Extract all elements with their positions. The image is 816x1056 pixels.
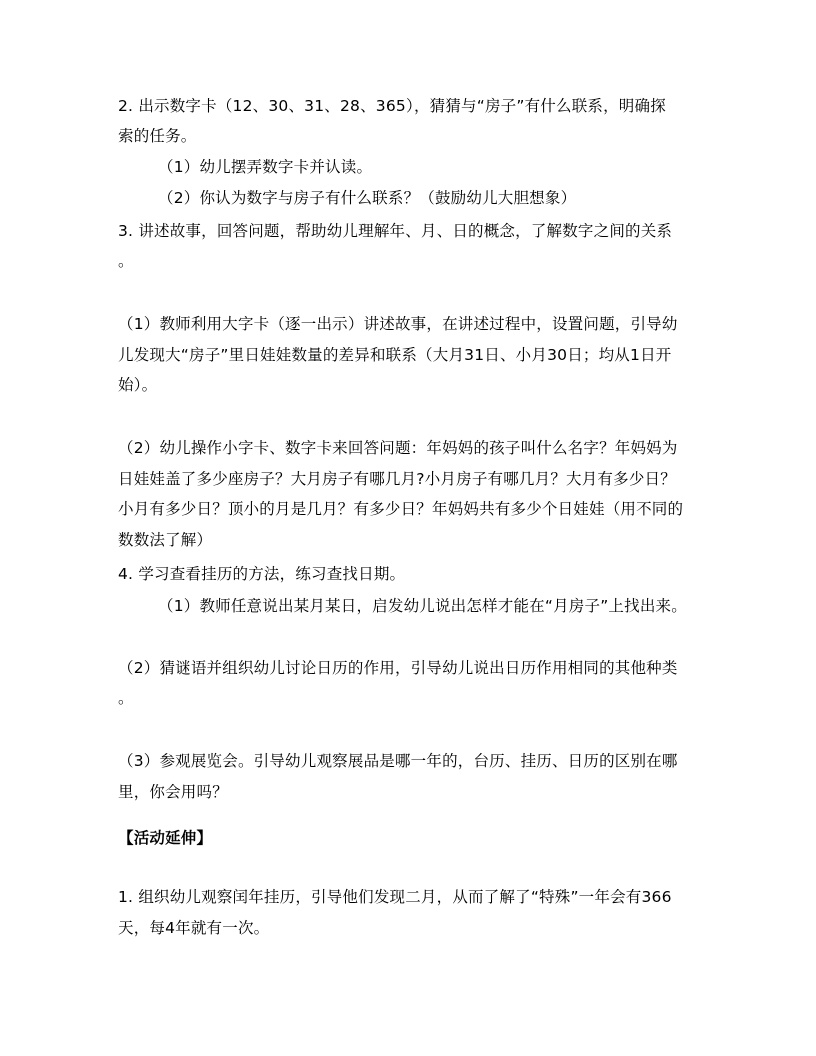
step-4-item-3-line-2: 里，你会用吗？ (118, 783, 228, 801)
step-4-item-2-line-2: 。 (118, 689, 134, 707)
step-3-line-2: 。 (118, 252, 134, 270)
extension-item-1-line-2: 天，每4年就有一次。 (118, 919, 270, 937)
step-4-item-3-line-1: （3）参观展览会。引导幼儿观察展品是哪一年的，台历、挂历、日历的区别在哪 (118, 752, 678, 770)
step-2-item-2: （2）你认为数字与房子有什么联系？（鼓励幼儿大胆想象） (158, 189, 577, 207)
step-4-item-2-line-1: （2）猜谜语并组织幼儿讨论日历的作用，引导幼儿说出日历作用相同的其他种类 (118, 659, 678, 677)
step-3-line-1: 3. 讲述故事，回答问题，帮助幼儿理解年、月、日的概念，了解数字之间的关系 (118, 222, 673, 240)
step-3-item-2-line-2: 日娃娃盖了多少座房子？大月房子有哪几月?小月房子有哪几月？大月有多少日？ (118, 470, 676, 488)
step-2-line-2: 索的任务。 (118, 127, 197, 145)
step-3-item-2-line-4: 数数法了解） (118, 531, 213, 549)
extension-item-1-line-1: 1. 组织幼儿观察闰年挂历，引导他们发现二月，从而了解了“特殊”一年会有366 (118, 888, 672, 906)
step-4-item-1: （1）教师任意说出某月某日，启发幼儿说出怎样才能在“月房子”上找出来。 (158, 597, 687, 615)
section-heading-activity-extension: 【活动延伸】 (118, 829, 213, 847)
step-2-item-1: （1）幼儿摆弄数字卡并认读。 (158, 158, 373, 176)
step-3-item-2-line-3: 小月有多少日？顶小的月是几月？有多少日？年妈妈共有多少个日娃娃（用不同的 (118, 500, 684, 518)
step-2-line-1: 2. 出示数字卡（12、30、31、28、365），猜猜与“房子”有什么联系，明确探 (118, 97, 666, 115)
step-3-item-1-line-1: （1）教师利用大字卡（逐一出示）讲述故事，在讲述过程中，设置问题，引导幼 (118, 315, 678, 333)
step-3-item-1-line-2: 儿发现大“房子”里日娃娃数量的差异和联系（大月31日、小月30日；均从1日开 (118, 346, 672, 364)
step-3-item-1-line-3: 始）。 (118, 376, 158, 394)
step-4-line-1: 4. 学习查看挂历的方法，练习查找日期。 (118, 565, 406, 583)
step-3-item-2-line-1: （2）幼儿操作小字卡、数字卡来回答问题：年妈妈的孩子叫什么名字？年妈妈为 (118, 439, 678, 457)
